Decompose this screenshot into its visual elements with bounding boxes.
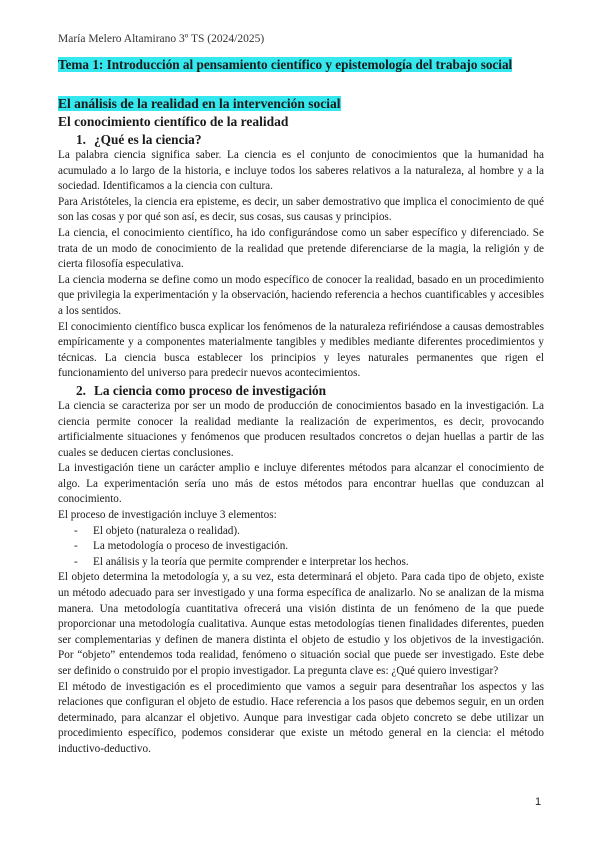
section-2-title: La ciencia como proceso de investigación [94, 382, 327, 398]
paragraph: La ciencia moderna se define como un modo específico de conocer la realidad, basado en un procedimiento que privilegia la experimentación y la observación, haciendo referencia a hechos cuantificables y accesibles a los sentidos. [58, 273, 544, 317]
list-dash: - [74, 540, 78, 553]
list-item [74, 555, 544, 571]
paragraph: La palabra ciencia significa saber. La ciencia es el conjunto de conocimientos que la humanidad ha acumulado a lo largo de la historia, e incluye todos los saberes relativos a la naturaleza, al hombre y a la sociedad. Identificamos a la ciencia con cultura. [58, 149, 544, 193]
subtitle [58, 95, 341, 112]
topic-title-highlight: Tema 1: Introducción al pensamiento científico y epistemología del trabajo social [58, 57, 513, 72]
section-1-heading [76, 131, 544, 148]
list-item [74, 539, 544, 555]
paragraph: El proceso de investigación incluye 3 elementos: [58, 509, 277, 522]
list-item [74, 524, 544, 540]
document-body [58, 131, 544, 758]
page-number: 1 [535, 796, 542, 808]
paragraph: El objeto determina la metodología y, a su vez, esta determinará el objeto. Para cada tipo de objeto, existe un método adecuado para ser investigado y una forma específica de analizarlo. No se analizan de la misma manera. Una metodología cuantitativa ofrecerá una visión distinta de un fenómeno de la que puede proporcionar una metodología cualitativa. Aunque estas metodologías tienen finalidades diferentes, pueden ser complementarias y definen de manera distinta el objeto de estudio y los objetivos de la investigación. Por “objeto” entendemos toda realidad, fenómeno o situación social que puede ser investigado. Este debe ser definido o construido por el propio investigador. La pregunta clave es: ¿Qué quiero investigar? [58, 571, 544, 677]
list-item-text: El objeto (naturaleza o realidad). [93, 524, 240, 537]
paragraph: La ciencia, el conocimiento científico, ha ido configurándose como un saber específico y diferenciado. Se trata de un modo de conocimiento de la realidad que pretende diferenciarse de la magia, la religión y de cierta filosofía especulativa. [58, 226, 544, 271]
section-1-number: 1. [76, 132, 86, 147]
paragraph: La ciencia se caracteriza por ser un modo de producción de conocimientos basado en la investigación. La ciencia permite conocer la realidad mediante la realización de experimentos, es decir, provocando artificialmente situaciones y fenómenos que producen resultados concretos o dejan huellas a partir de las cuales se deducen ciertas conclusiones. [58, 399, 544, 459]
list-item-text: El análisis y la teoría que permite comprender e interpretar los hechos. [93, 555, 409, 568]
elements-list [58, 524, 544, 571]
paragraph: Para Aristóteles, la ciencia era episteme, es decir, un saber demostrativo que implica el conocimiento de qué son las cosas y por qué son así, es decir, sus cosas, sus causas y principios. [58, 195, 544, 224]
section-2-number: 2. [76, 382, 86, 398]
list-dash: - [74, 524, 78, 537]
section-title: El conocimiento científico de la realidad [58, 114, 289, 129]
paragraph: El conocimiento científico busca explicar los fenómenos de la naturaleza refiriéndose a causas demostrables empíricamente y a componentes materialmente tangibles y medibles mediante diferentes procedimientos y técnicas. La ciencia busca establecer los principios y leyes naturales permanentes que rigen el funcionamiento del universo para predecir nuevos acontecimientos. [58, 320, 544, 380]
list-item-text: La metodología o proceso de investigación. [93, 540, 289, 553]
subtitle-highlight: El análisis de la realidad en la intervención social [58, 96, 341, 111]
topic-title [58, 57, 544, 74]
section-2-heading [76, 382, 544, 399]
page-header: María Melero Altamirano 3º TS (2024/2025) [58, 33, 265, 45]
list-dash: - [74, 555, 78, 568]
paragraph: El método de investigación es el procedimiento que vamos a seguir para desentrañar los aspectos y las relaciones que configuran el objeto de estudio. Hace referencia a los pasos que debemos seguir, en un orden determinado, para alcanzar el objetivo. Aunque para investigar cada objeto concreto se debe utilizar un procedimiento específico, podemos considerar que existe un método general en la ciencia: el método inductivo-deductivo. [58, 680, 544, 755]
paragraph: La investigación tiene un carácter amplio e incluye diferentes métodos para alcanzar el conocimiento de algo. La experimentación sería uno más de estos métodos para encontrar huellas que conduzcan al conocimiento. [58, 462, 544, 506]
section-1-title: ¿Qué es la ciencia? [94, 132, 202, 147]
